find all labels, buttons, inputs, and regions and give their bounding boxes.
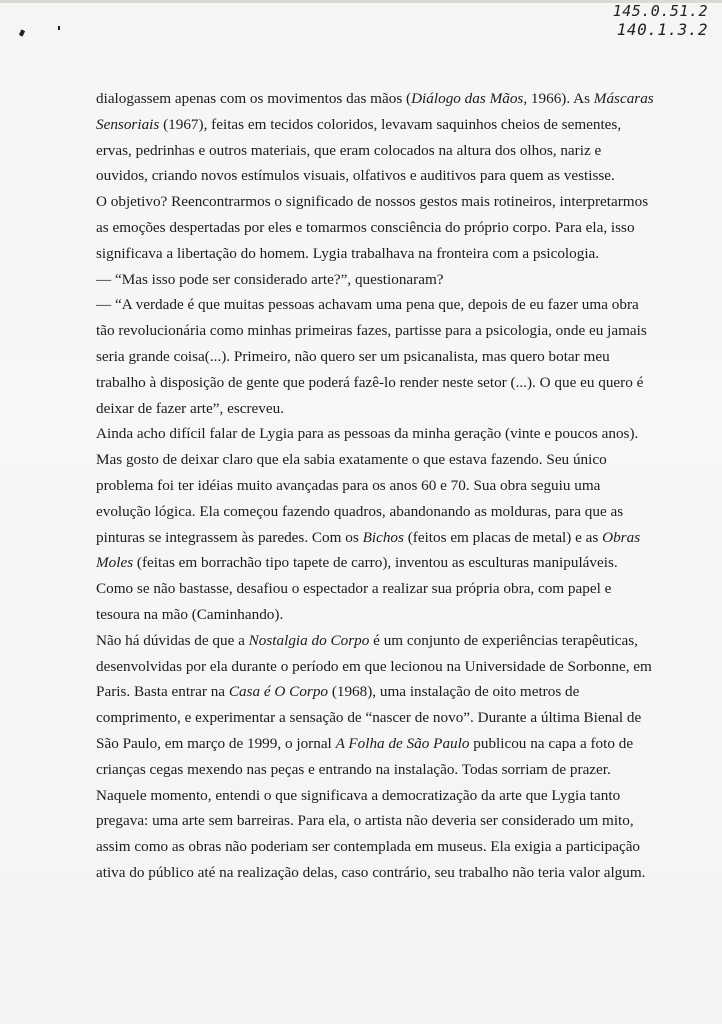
text-line xyxy=(96,679,636,705)
text-run: Não há dúvidas de que a xyxy=(96,631,249,649)
text-run: evolução lógica. Ela começou fazendo quadros, abandonando as molduras, para que as xyxy=(96,502,624,520)
italic-title-text: Obras xyxy=(602,528,641,546)
text-line xyxy=(96,447,636,473)
text-line xyxy=(96,757,636,783)
text-run: O objetivo? Reencontrarmos o significado de nossos gestos mais rotineiros, interpretarmos xyxy=(96,193,649,211)
handwritten-reference-code-1: 145.0.51.2 xyxy=(612,2,708,20)
text-line xyxy=(96,705,642,731)
text-run: desenvolvidas por ela durante o período em que lecionou na Universidade de Sorbonne, em xyxy=(96,657,652,675)
text-run: seria grande coisa(...). Primeiro, não quero ser um psicanalista, mas quero botar meu xyxy=(96,347,610,365)
text-line xyxy=(96,499,636,525)
text-line xyxy=(96,370,644,396)
text-line xyxy=(96,344,636,370)
ink-mark xyxy=(19,29,25,36)
text-line xyxy=(96,241,636,267)
text-line xyxy=(96,138,636,164)
text-run: é um conjunto de experiências terapêuticas, xyxy=(369,631,638,649)
text-run: tão revolucionária como minhas primeiras fazes, partisse para a psicologia, onde eu jamais xyxy=(96,322,647,340)
text-run: (1968), uma instalação de oito metros de xyxy=(328,683,580,701)
text-run: pinturas se integrassem às paredes. Com os xyxy=(96,528,363,546)
ink-dot xyxy=(58,26,60,30)
text-run: Ainda acho difícil falar de Lygia para as pessoas da minha geração (vinte e poucos anos). xyxy=(96,425,639,443)
text-run: ouvidos, criando novos estímulos visuais, olfativos e auditivos para quem as vestisse. xyxy=(96,167,615,185)
text-line xyxy=(96,783,636,809)
text-line xyxy=(96,602,636,628)
text-line xyxy=(96,112,636,138)
text-run: deixar de fazer arte”, escreveu. xyxy=(96,399,285,417)
text-line xyxy=(96,318,647,344)
italic-title-text: Máscaras xyxy=(593,90,654,107)
text-line xyxy=(96,628,636,654)
italic-title-text: Casa é O Corpo xyxy=(228,683,329,701)
text-line xyxy=(96,421,639,447)
text-line xyxy=(96,215,636,241)
text-run: — “A verdade é que muitas pessoas achavam uma pena que, depois de eu fazer uma obra xyxy=(96,296,639,314)
text-line xyxy=(96,189,649,215)
text-run: São Paulo, em março de 1999, o jornal xyxy=(96,734,336,752)
text-run: pregava: uma arte sem barreiras. Para ela, o artista não deveria ser considerado um mito, xyxy=(96,812,634,830)
italic-title-text: Nostalgia do Corpo xyxy=(248,631,370,649)
text-run: as emoções despertadas por eles e tomarmos consciência do próprio corpo. Para ela, isso xyxy=(96,218,635,236)
text-run: dialogassem apenas com os movimentos das mãos ( xyxy=(96,90,412,107)
italic-title-text: Moles xyxy=(96,554,134,572)
text-line xyxy=(96,525,641,551)
text-line xyxy=(96,731,636,757)
italic-title-text: A Folha de São Paulo xyxy=(335,734,470,752)
text-run: tesoura na mão (Caminhando). xyxy=(96,605,284,623)
text-run: (1967), feitas em tecidos coloridos, levavam saquinhos cheios de sementes, xyxy=(159,115,622,133)
text-run: , 1966). As xyxy=(523,90,594,107)
text-line xyxy=(96,860,646,886)
text-line xyxy=(96,163,636,189)
text-run: ativa do público até na realização delas, caso contrário, seu trabalho não teria valor algum. xyxy=(96,863,646,881)
italic-title-text: Bichos xyxy=(362,528,404,546)
text-run: problema foi ter idéias muito avançadas para os anos 60 e 70. Sua obra seguiu uma xyxy=(96,476,601,494)
text-run: ervas, pedrinhas e outros materiais, que eram colocados na altura dos olhos, nariz e xyxy=(96,141,602,159)
text-line xyxy=(96,808,636,834)
text-run: significava a libertação do homem. Lygia trabalhava na fronteira com a psicologia. xyxy=(96,244,600,262)
text-run: (feitos em placas de metal) e as xyxy=(403,528,603,546)
text-run: crianças cegas mexendo nas peças e entrando na instalação. Todas sorriam de prazer. xyxy=(96,760,611,778)
italic-title-text: Diálogo das Mãos xyxy=(411,90,524,107)
text-run: trabalho à disposição de gente que poderá fazê-lo render neste setor (...). O que eu quero é xyxy=(96,373,644,391)
text-line xyxy=(96,473,636,499)
text-line xyxy=(96,267,636,293)
text-line xyxy=(96,834,641,860)
text-run: — “Mas isso pode ser considerado arte?”, questionaram? xyxy=(96,270,444,288)
text-run: (feitas em borrachão tipo tapete de carro), inventou as esculturas manipuláveis. xyxy=(133,554,618,572)
text-run: Naquele momento, entendi o que significava a democratização da arte que Lygia tanto xyxy=(96,786,621,804)
text-run: Paris. Basta entrar na xyxy=(96,683,229,701)
text-line xyxy=(96,550,636,576)
text-line xyxy=(96,396,636,422)
text-run: assim como as obras não poderiam ser contemplada em museus. Ela exigia a participação xyxy=(96,838,641,856)
italic-title-text: Sensoriais xyxy=(96,115,160,133)
text-run: Como se não bastasse, desafiou o espectador a realizar sua própria obra, com papel e xyxy=(96,580,612,598)
document-body-text xyxy=(96,86,654,886)
text-line xyxy=(96,86,654,112)
text-line xyxy=(96,654,652,680)
text-run: comprimento, e experimentar a sensação de “nascer de novo”. Durante a última Bienal de xyxy=(96,709,642,727)
text-run: publicou na capa a foto de xyxy=(469,734,634,752)
text-run: Mas gosto de deixar claro que ela sabia exatamente o que estava fazendo. Seu único xyxy=(96,451,607,469)
text-line xyxy=(96,576,636,602)
handwritten-reference-code-2: 140.1.3.2 xyxy=(616,20,708,39)
text-line xyxy=(96,292,639,318)
